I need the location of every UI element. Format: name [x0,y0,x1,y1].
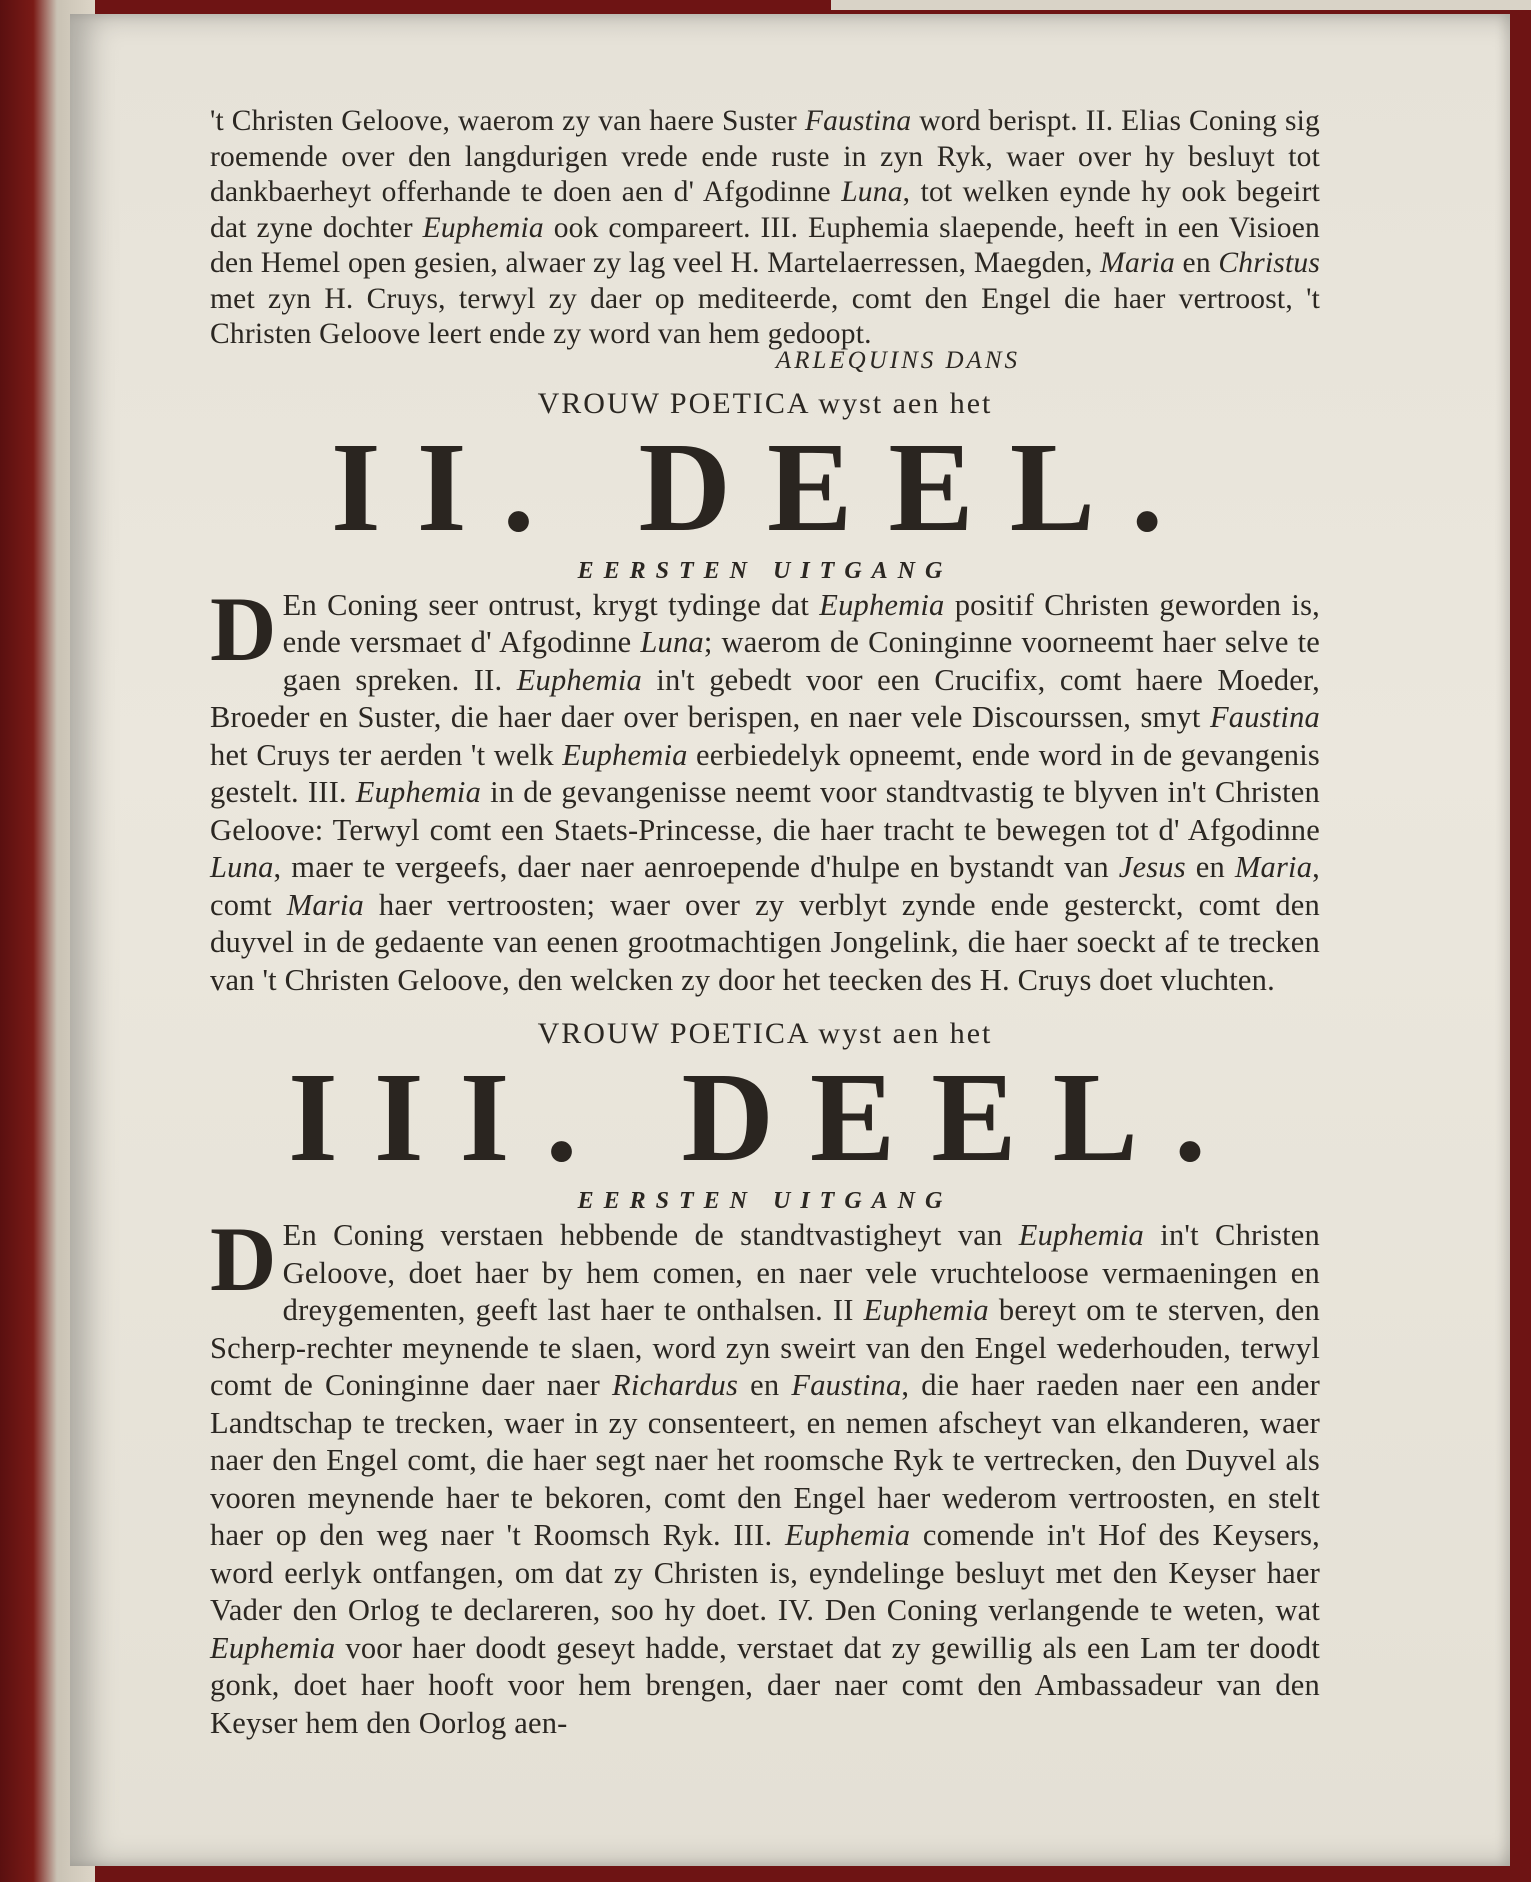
text-run: ; waerom de Coninginne voorneemt haer selve te gaen spreken. II. [282,625,1320,697]
name-christus: Christus [1218,247,1320,279]
name-euphemia: Euphemia [422,211,544,244]
torn-paper-strip [831,0,1531,10]
name-euphemia: Euphemia [210,1630,336,1665]
text-run: , maer te vergeefs, daer naer aenroepende d'hulpe en bystandt van [273,850,1119,884]
deel-heading: II. DEEL. [330,415,1200,558]
vrouw-poetica-line: VROUW POETICA wyst aen het [537,386,993,420]
name-euphemia: Euphemia [863,1293,989,1327]
book-page [70,14,1510,1866]
text-run: , tot welken eynde hy ook begeirt dat zyne dochter [210,176,1320,244]
uitgang-heading: EERSTEN UITGANG [577,1188,953,1214]
name-faustina: Faustina [791,1368,902,1402]
name-euphemia: Euphemia [1018,1218,1145,1252]
name-euphemia: Euphemia [516,662,642,697]
name-euphemia: Euphemia [784,1518,911,1552]
text-run: comende in't Hof des Keysers, word eerlyk ontfangen, om dat zy Christen is, eyndelinge besluyt met den Keyser haer Vader den Orlog te declareren, soo hy doet. IV. Den Coning verlangende te weten, wat [210,1518,1321,1627]
continued-paragraph [210,104,1320,353]
name-faustina: Faustina [804,105,912,137]
text-run: en [1174,247,1219,279]
name-luna: Luna [210,850,274,884]
vrouw-poetica-line: VROUW POETICA wyst aen het [537,1017,993,1050]
name-euphemia: Euphemia [355,775,482,809]
name-luna: Luna [841,176,903,208]
name-maria: Maria [1100,247,1175,279]
text-run: bereyt om te sterven, den Scherp-rechter meynende te slaen, word zyn sweirt van den Engel wederhouden, terwyl comt de Coninginne daer naer [210,1293,1320,1402]
drop-cap: D [210,1208,277,1310]
name-euphemia: Euphemia [562,737,688,772]
name-faustina: Faustina [1209,700,1320,734]
text-run: ook compareert. III. Euphemia slaepende, heeft in een Visioen den Hemel open gesien, alwaer zy lag veel H. Martelaerressen, Maegden, [210,211,1320,279]
text-run: positif Christen geworden is, ende versmaet d' Afgodinne [282,587,1320,659]
drop-cap: D [210,577,277,680]
text-run: eerbiedelyk opneemt, ende word in de gevangenis gestelt. III. [210,737,1320,809]
text-run: in't Christen Geloove, doet haer by hem comen, en naer vele vruchteloose vermaeningen en dreygementen, geeft last haer te onthalsen. II [282,1218,1320,1327]
text-run: haer vertroosten; waer over zy verblyt zynde ende gesterckt, comt den duyvel in de gedaente van eenen grootmachtigen Jongelink, die haer soeckt af te trecken van 't Christen Geloove, den welcken zy door het teecken des H. Cruys doet vluchten. [210,887,1320,997]
name-euphemia: Euphemia [819,587,945,622]
text-run: en [738,1368,792,1402]
arlequins-dans-heading: ARLEQUINS DANS [775,346,1020,374]
name-jesus: Jesus [1118,850,1186,884]
section-paragraph [210,577,1320,1000]
text-run: word berispt. II. Elias Coning sig roemende over den langdurigen vrede ende ruste in zyn Ryk, waer over hy besluyt tot dankbaerheyt offerhande te doen aen d' Afgodinne [210,105,1320,208]
text-run: 't Christen Geloove, waerom zy van haere Suster [210,105,805,137]
text-run: in't gebedt voor een Crucifix, comt haere Moeder, Broeder en Suster, die haer daer over berispen, en naer vele Discourssen, smyt [210,662,1320,734]
section-paragraph [210,1208,1321,1742]
name-luna: Luna [640,625,704,659]
text-run: het Cruys ter aerden 't welk [210,737,563,772]
page-text [210,104,1320,1742]
text-run: , comt [210,850,1320,922]
uitgang-heading: EERSTEN UITGANG [577,557,953,584]
text-run: in de gevangenisse neemt voor standtvastig te blyven in't Christen Geloove: Terwyl comt een Staets-Princesse, die haer tracht te bewegen tot d' Afgodinne [210,775,1320,847]
deel-heading: III. DEEL. [288,1046,1242,1188]
text-run: met zyn H. Cruys, terwyl zy daer op mediteerde, comt den Engel die haer vertroost, 't Christen Geloove leert ende zy word van hem gedoopt. [210,282,1320,350]
text-run: en [1185,850,1235,884]
name-richardus: Richardus [612,1368,739,1402]
text-run: , die haer raeden naer een ander Landtschap te trecken, waer in zy consenteert, en nemen afscheyt van elkanderen, waer naer den Engel comt, die haer segt naer het roomsche Ryk te vertrecken, den Duyvel als vooren meynende haer te bekoren, comt den Engel haer wederom vertroosten, en stelt haer op den weg naer 't Roomsch Ryk. III. [210,1368,1320,1552]
page-top-edge [0,0,1531,14]
text-run: En Coning seer ontrust, krygt tydinge dat [282,587,820,622]
text-run: voor haer doodt geseyt hadde, verstaet dat zy gewillig als een Lam ter doodt gonk, doet haer hooft voor hem brengen, daer naer comt den Ambassadeur van den Keyser hem den Oorlog aen- [210,1630,1320,1740]
text-run: En Coning verstaen hebbende de standtvastigheyt van [282,1218,1019,1252]
name-maria: Maria [1234,850,1313,884]
name-maria: Maria [286,887,364,922]
